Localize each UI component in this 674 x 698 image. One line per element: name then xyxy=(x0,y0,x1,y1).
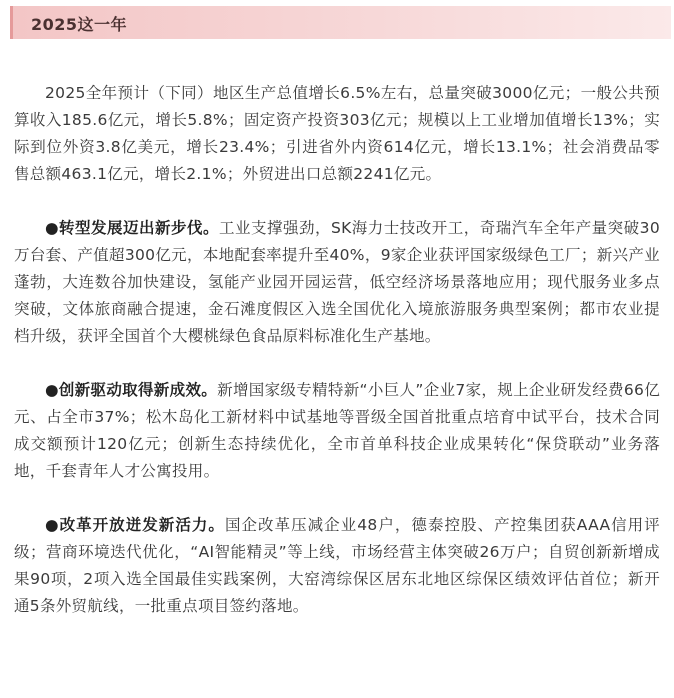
paragraph-lead: ●创新驱动取得新成效。 xyxy=(45,381,218,399)
paragraph-transformation xyxy=(14,215,660,350)
paragraph-text: 新增国家级专精特新“小巨人”企业7家，规上企业研发经费66亿元、占全市37%；松木岛化工新材料中试基地等晋级全国首批重点培育中试平台，技术合同成交额预计120亿元；创新生态持续优化，全市首单科技企业成果转化“保贷联动”业务落地，千套青年人才公寓投用。 xyxy=(14,381,661,480)
paragraph-text: 工业支撑强劲，SK海力士技改开工，奇瑞汽车全年产量突破30万台套、产值超300亿元，本地配套率提升至40%，9家企业获评国家级绿色工厂；新兴产业蓬勃，大连数谷加快建设，氢能产业园开园运营，低空经济场景落地应用；现代服务业多点突破，文体旅商融合提速，金石滩度假区入选全国优化入境旅游服务典型案例；都市农业提档升级，获评全国首个大樱桃绿色食品原料标准化生产基地。 xyxy=(14,219,660,345)
paragraph-reform xyxy=(14,512,660,620)
paragraph-text: 2025全年预计（下同）地区生产总值增长6.5%左右，总量突破3000亿元；一般公共预算收入185.6亿元，增长5.8%；固定资产投资303亿元；规模以上工业增加值增长13%；实际到位外资3.8亿美元，增长23.4%；引进省外内资614亿元，增长13.1%；社会消费品零售总额463.1亿元，增长2.1%；外贸进出口总额2241亿元。 xyxy=(14,84,660,183)
paragraph-innovation xyxy=(14,377,660,485)
paragraph-text: 国企改革压减企业48户，德泰控股、产控集团获AAA信用评级；营商环境迭代优化，“AI智能精灵”等上线，市场经营主体突破26万户；自贸创新新增成果90项，2项入选全国最佳实践案例，大窑湾综保区居东北地区综保区绩效评估首位；新开通5条外贸航线，一批重点项目签约落地。 xyxy=(14,516,660,615)
paragraph-overview xyxy=(14,80,660,188)
paragraph-lead: ●转型发展迈出新步伐。 xyxy=(45,219,219,237)
section-header xyxy=(10,6,671,39)
paragraph-lead: ●改革开放迸发新活力。 xyxy=(45,516,225,534)
article-body xyxy=(14,80,660,620)
section-title: 2025这一年 xyxy=(31,15,128,34)
